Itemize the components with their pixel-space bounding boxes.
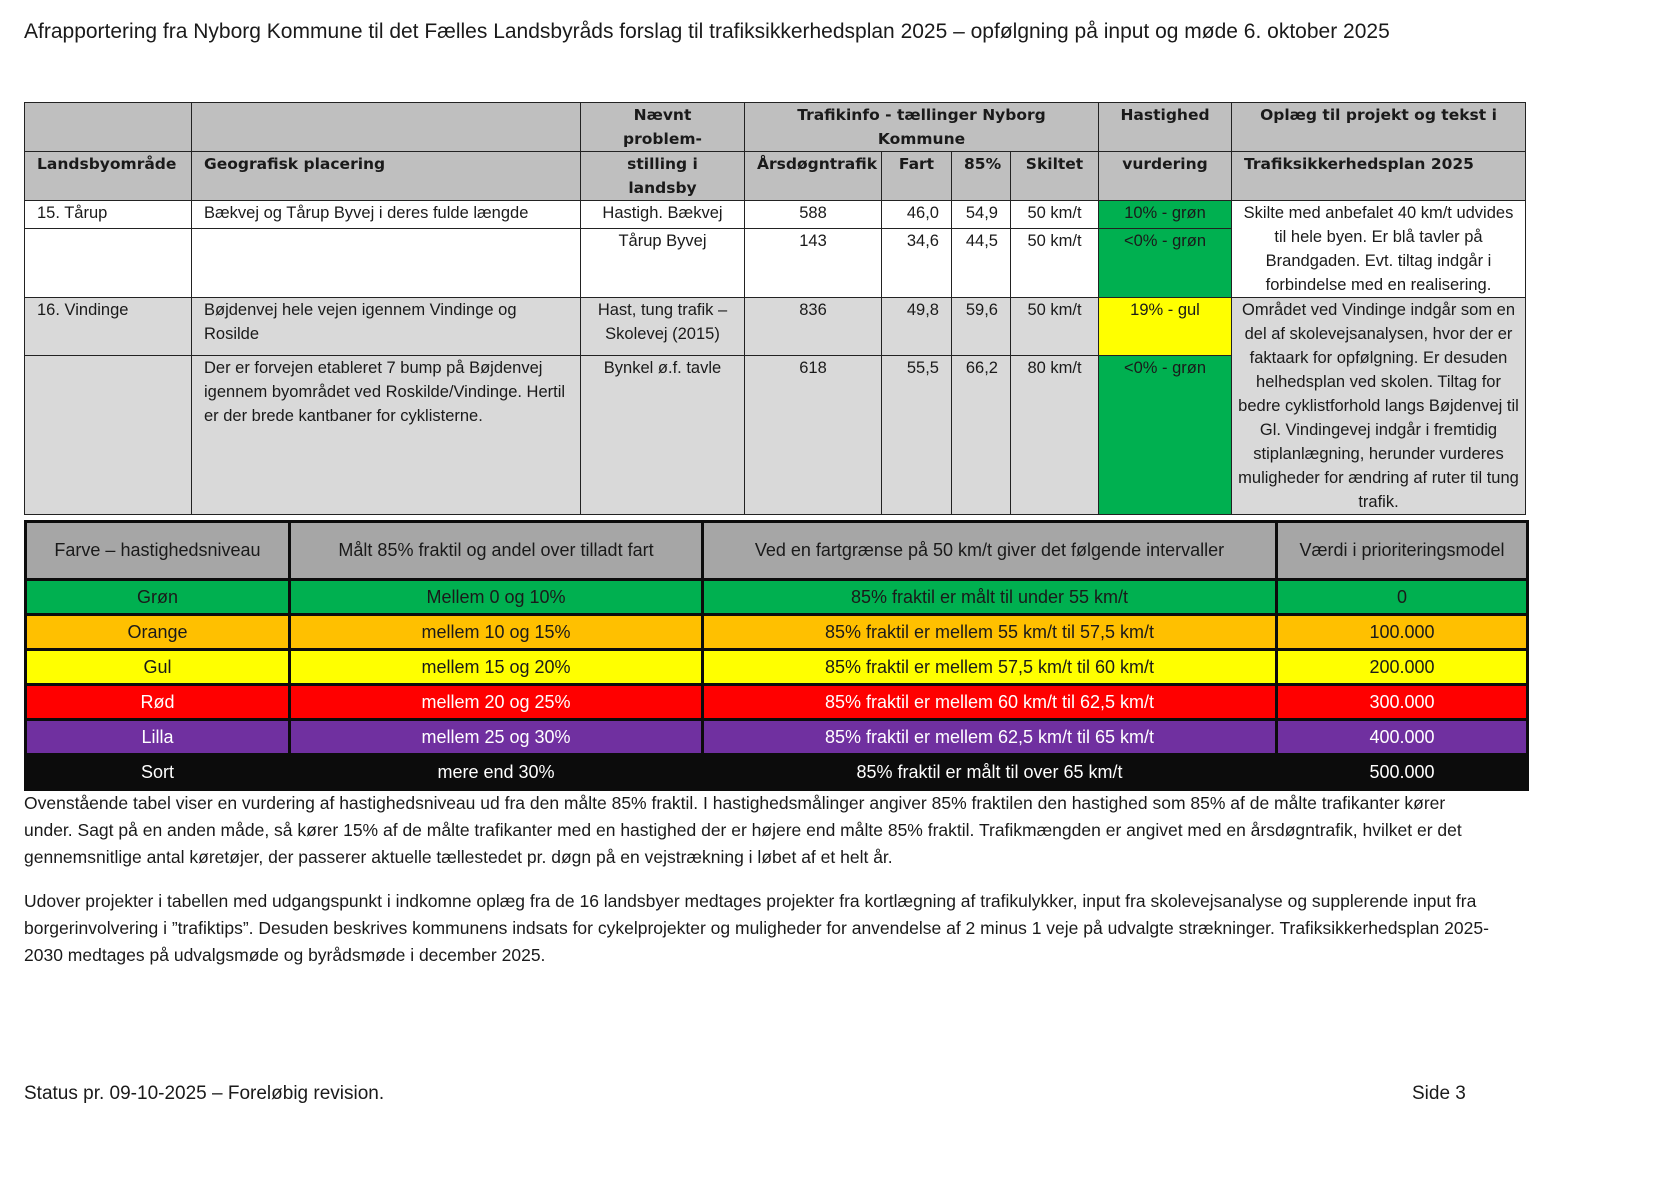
vurdering-cell: 10% - grøn bbox=[1099, 201, 1232, 229]
header-aarsdoegntrafik: Årsdøgntrafik bbox=[745, 152, 882, 201]
landsby-cell bbox=[25, 356, 192, 515]
header-hastighed: Hastighed bbox=[1099, 103, 1232, 152]
fart-cell: 49,8 bbox=[882, 298, 952, 356]
footer-page-number: Side 3 bbox=[1412, 1083, 1466, 1104]
legend-header-andel: Målt 85% fraktil og andel over tilladt fart bbox=[290, 522, 703, 580]
header-skiltet: Skiltet bbox=[1011, 152, 1099, 201]
table-row bbox=[25, 298, 1526, 356]
header-row-1 bbox=[25, 103, 1526, 152]
vurdering-cell: <0% - grøn bbox=[1099, 356, 1232, 515]
legend-interval-cell: 85% fraktil er mellem 55 km/t til 57,5 km/t bbox=[703, 615, 1277, 650]
legend-farve-cell: Lilla bbox=[26, 720, 290, 755]
legend-farve-cell: Orange bbox=[26, 615, 290, 650]
explanation-paragraph: Ovenstående tabel viser en vurdering af hastighedsniveau ud fra den målte 85% fraktil. I hastighedsmålinger angiver 85% fraktilen den hastighed som 85% af de målte trafikanter kører under. Sagt på en anden måde, så kører 15% af de målte trafikanter med en hastighed der er højere end målte 85% fraktil. Trafikmængden er angivet med en årsdøgntrafik, hvilket er det gennemsnitlige antal køretøjer, der passerer aktuelle tællestedet pr. døgn på en vejstrækning i løbet af et helt år. bbox=[24, 793, 1462, 867]
legend-farve-cell: Sort bbox=[26, 755, 290, 790]
additional-projects-paragraph: Udover projekter i tabellen med udgangspunkt i indkomne oplæg fra de 16 landsbyer medtages projekter fra kortlægning af trafikulykker, input fra skolevejsanalyse og supplerende input fra borgerinvolvering i ”trafiktips”. Desuden beskrives kommunens indsats for cykelprojekter og muligheder for anvendelse af 2 minus 1 veje på udvalgte strækninger. Trafiksikkerhedsplan 2025-2030 medtages på udvalgsmøde og byrådsmøde i december 2025. bbox=[24, 891, 1489, 965]
header-row-2 bbox=[25, 152, 1526, 201]
aarsdoegn-cell: 836 bbox=[745, 298, 882, 356]
header-problem-line1: Nævnt problem- bbox=[581, 103, 745, 152]
landsby-cell: 16. Vindinge bbox=[25, 298, 192, 356]
vurdering-cell: 19% - gul bbox=[1099, 298, 1232, 356]
header-85: 85% bbox=[952, 152, 1011, 201]
geografisk-cell: Der er forvejen etableret 7 bump på Bøjdenvej igennem byområdet ved Roskilde/Vindinge. Hertil er der brede kantbaner for cyklisterne. bbox=[192, 356, 581, 515]
document-title: Afrapportering fra Nyborg Kommune til det Fælles Landsbyråds forslag til trafiksikkerhedsplan 2025 – opfølgning på input og møde 6. oktober 2025 bbox=[24, 20, 1390, 43]
fart-cell: 34,6 bbox=[882, 229, 952, 298]
aarsdoegn-cell: 588 bbox=[745, 201, 882, 229]
header-trafiksikkerhedsplan: Trafiksikkerhedsplan 2025 bbox=[1232, 152, 1526, 201]
problem-cell: Tårup Byvej bbox=[581, 229, 745, 298]
legend-andel-cell: mellem 10 og 15% bbox=[290, 615, 703, 650]
p85-cell: 44,5 bbox=[952, 229, 1011, 298]
legend-interval-cell: 85% fraktil er mellem 60 km/t til 62,5 km/t bbox=[703, 685, 1277, 720]
legend-row-grn bbox=[26, 580, 1528, 615]
legend-header-interval: Ved en fartgrænse på 50 km/t giver det følgende intervaller bbox=[703, 522, 1277, 580]
legend-row-sort bbox=[26, 755, 1528, 790]
header-trafikinfo: Trafikinfo - tællinger Nyborg Kommune bbox=[745, 103, 1099, 152]
aarsdoegn-cell: 618 bbox=[745, 356, 882, 515]
table-row bbox=[25, 201, 1526, 229]
legend-vaerdi-cell: 400.000 bbox=[1277, 720, 1528, 755]
landsby-cell: 15. Tårup bbox=[25, 201, 192, 229]
legend-farve-cell: Rød bbox=[26, 685, 290, 720]
landsby-cell bbox=[25, 229, 192, 298]
legend-interval-cell: 85% fraktil er målt til under 55 km/t bbox=[703, 580, 1277, 615]
header-empty-1 bbox=[25, 103, 192, 152]
legend-farve-cell: Grøn bbox=[26, 580, 290, 615]
legend-andel-cell: mellem 15 og 20% bbox=[290, 650, 703, 685]
skiltet-cell: 80 km/t bbox=[1011, 356, 1099, 515]
header-fart: Fart bbox=[882, 152, 952, 201]
p85-cell: 59,6 bbox=[952, 298, 1011, 356]
aarsdoegn-cell: 143 bbox=[745, 229, 882, 298]
legend-farve-cell: Gul bbox=[26, 650, 290, 685]
legend-header-row bbox=[26, 522, 1528, 580]
legend-vaerdi-cell: 100.000 bbox=[1277, 615, 1528, 650]
legend-vaerdi-cell: 500.000 bbox=[1277, 755, 1528, 790]
fart-cell: 55,5 bbox=[882, 356, 952, 515]
header-problem-line2: stilling i landsby bbox=[581, 152, 745, 201]
geografisk-cell: Bøjdenvej hele vejen igennem Vindinge og Rosilde bbox=[192, 298, 581, 356]
legend-interval-cell: 85% fraktil er mellem 57,5 km/t til 60 km/t bbox=[703, 650, 1277, 685]
legend-row-rd bbox=[26, 685, 1528, 720]
legend-interval-cell: 85% fraktil er målt til over 65 km/t bbox=[703, 755, 1277, 790]
header-oplaeg: Oplæg til projekt og tekst i bbox=[1232, 103, 1526, 152]
header-landsbyomraade: Landsbyområde bbox=[25, 152, 192, 201]
geografisk-cell: Bækvej og Tårup Byvej i deres fulde længde bbox=[192, 201, 581, 229]
legend-header-vaerdi: Værdi i prioriteringsmodel bbox=[1277, 522, 1528, 580]
legend-andel-cell: mellem 25 og 30% bbox=[290, 720, 703, 755]
legend-vaerdi-cell: 0 bbox=[1277, 580, 1528, 615]
projekt-cell: Området ved Vindinge indgår som en del af skolevejsanalysen, hvor der er faktaark for opfølgning. Er desuden helhedsplan ved skolen. Tiltag for bedre cyklistforhold langs Bøjdenvej til Gl. Vindingevej indgår i fremtidig stiplanlægning, herunder vurderes muligheder for ændring af ruter til tung trafik. bbox=[1232, 298, 1526, 515]
legend-andel-cell: Mellem 0 og 10% bbox=[290, 580, 703, 615]
geografisk-cell bbox=[192, 229, 581, 298]
p85-cell: 66,2 bbox=[952, 356, 1011, 515]
traffic-info-table bbox=[24, 102, 1526, 515]
legend-vaerdi-cell: 200.000 bbox=[1277, 650, 1528, 685]
problem-cell: Hastigh. Bækvej bbox=[581, 201, 745, 229]
header-geografisk: Geografisk placering bbox=[192, 152, 581, 201]
legend-row-orange bbox=[26, 615, 1528, 650]
p85-cell: 54,9 bbox=[952, 201, 1011, 229]
header-empty-2 bbox=[192, 103, 581, 152]
fart-cell: 46,0 bbox=[882, 201, 952, 229]
projekt-cell: Skilte med anbefalet 40 km/t udvides til hele byen. Er blå tavler på Brandgaden. Evt. tiltag indgår i forbindelse med en realisering. bbox=[1232, 201, 1526, 298]
skiltet-cell: 50 km/t bbox=[1011, 298, 1099, 356]
speed-level-legend-table bbox=[24, 520, 1529, 791]
skiltet-cell: 50 km/t bbox=[1011, 229, 1099, 298]
header-vurdering: vurdering bbox=[1099, 152, 1232, 201]
problem-cell: Hast, tung trafik – Skolevej (2015) bbox=[581, 298, 745, 356]
skiltet-cell: 50 km/t bbox=[1011, 201, 1099, 229]
problem-cell: Bynkel ø.f. tavle bbox=[581, 356, 745, 515]
vurdering-cell: <0% - grøn bbox=[1099, 229, 1232, 298]
legend-vaerdi-cell: 300.000 bbox=[1277, 685, 1528, 720]
legend-andel-cell: mellem 20 og 25% bbox=[290, 685, 703, 720]
legend-andel-cell: mere end 30% bbox=[290, 755, 703, 790]
footer-status: Status pr. 09-10-2025 – Foreløbig revision. bbox=[24, 1083, 385, 1104]
legend-row-lilla bbox=[26, 720, 1528, 755]
legend-row-gul bbox=[26, 650, 1528, 685]
legend-header-farve: Farve – hastighedsniveau bbox=[26, 522, 290, 580]
legend-interval-cell: 85% fraktil er mellem 62,5 km/t til 65 km/t bbox=[703, 720, 1277, 755]
